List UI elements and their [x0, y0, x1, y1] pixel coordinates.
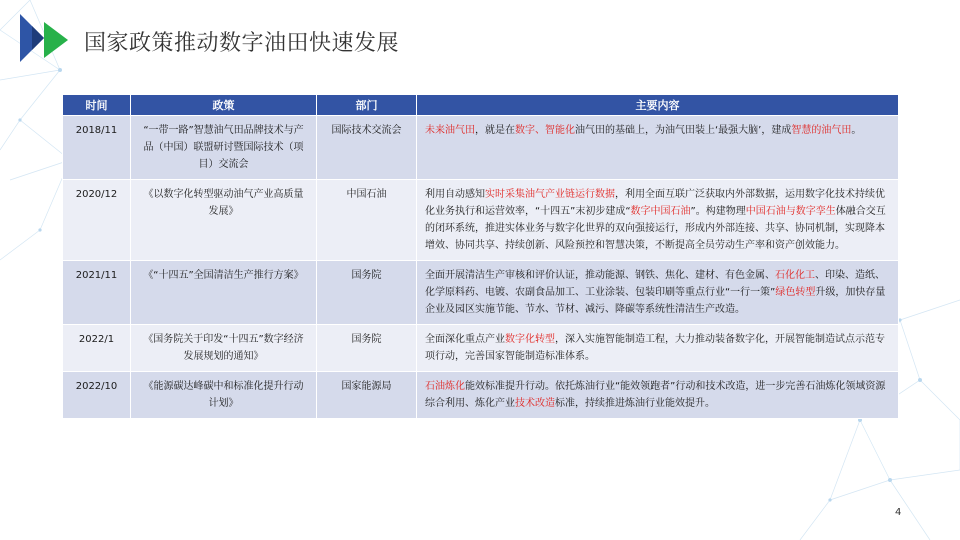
cell-policy: 《“十四五”全国清洁生产推行方案》	[131, 261, 317, 325]
policy-table	[62, 94, 899, 419]
table-row	[63, 180, 899, 261]
logo-icon	[18, 12, 74, 64]
page-number: 4	[895, 507, 902, 518]
cell-policy: 《国务院关于印发“十四五”数字经济发展规划的通知》	[131, 325, 317, 372]
highlighted-text: 数字中国石油	[630, 206, 691, 217]
content-text: ，利用全面互联广泛获取内外部数据，运用数字化技术持续优化业务执行和运营效率，“十四五”末初步建成“	[425, 189, 885, 217]
content-text: 全面深化重点产业	[425, 334, 505, 345]
content-text: 全面开展清洁生产审核和评价认证，推动能源、钢铁、焦化、建材、有色金属、	[425, 270, 775, 281]
highlighted-text: 智慧的油气田	[791, 125, 852, 136]
highlighted-text: 未来油气田	[425, 125, 475, 136]
table-row	[63, 372, 899, 419]
table-row	[63, 261, 899, 325]
cell-time: 2021/11	[63, 261, 131, 325]
cell-time: 2022/10	[63, 372, 131, 419]
table-row	[63, 116, 899, 180]
header-department: 部门	[317, 95, 417, 116]
table-row	[63, 325, 899, 372]
content-text: 标准，持续推进炼油行业能效提升。	[555, 398, 715, 409]
content-text: 、印染、造纸、化学原料药、电镀、农副食品加工、工业涂装、包装印刷等重点行业“一行一策”	[425, 270, 885, 298]
cell-content	[417, 325, 899, 372]
content-text: 。	[851, 125, 862, 136]
content-text: 能效标准提升行动。依托炼油行业“能效领跑者”行动和技术改造，进一步完善石油炼化领域资源综合利用、炼化产业	[425, 381, 886, 409]
highlighted-text: 实时采集油气产业链运行数据	[485, 189, 615, 200]
header-policy: 政策	[131, 95, 317, 116]
cell-content	[417, 180, 899, 261]
highlighted-text: 绿色转型	[775, 287, 816, 298]
highlighted-text: 技术改造	[515, 398, 555, 409]
highlighted-text: 中国石油与数字孪生	[745, 206, 836, 217]
highlighted-text: 石油炼化	[425, 381, 465, 392]
content-text: ，就是在	[475, 125, 515, 136]
header-main-content: 主要内容	[417, 95, 899, 116]
cell-department: 国家能源局	[317, 372, 417, 419]
content-text: ”。构建物理	[690, 206, 746, 217]
cell-policy: 《以数字化转型驱动油气产业高质量发展》	[131, 180, 317, 261]
content-text: 升级，加快存量企业及园区实施节能、节水、节材、减污、降碳等系统性清洁生产改造。	[425, 287, 886, 315]
cell-department: 国际技术交流会	[317, 116, 417, 180]
cell-content	[417, 372, 899, 419]
cell-time: 2018/11	[63, 116, 131, 180]
cell-department: 国务院	[317, 261, 417, 325]
header-time: 时间	[63, 95, 131, 116]
page-title: 国家政策推动数字油田快速发展	[84, 31, 400, 56]
cell-content	[417, 261, 899, 325]
cell-time: 2022/1	[63, 325, 131, 372]
highlighted-text: 数字、智能化	[515, 125, 575, 136]
cell-policy: 《能源碳达峰碳中和标准化提升行动计划》	[131, 372, 317, 419]
cell-department: 国务院	[317, 325, 417, 372]
cell-content	[417, 116, 899, 180]
cell-time: 2020/12	[63, 180, 131, 261]
highlighted-text: 石化化工	[775, 270, 815, 281]
cell-department: 中国石油	[317, 180, 417, 261]
table-header-row	[63, 95, 899, 116]
content-text: ，深入实施智能制造工程，大力推动装备数字化，开展智能制造试点示范专项行动，完善国家智能制造标准体系。	[425, 334, 885, 362]
content-text: 体融合交互的闭环系统，推进实体业务与数字化世界的双向强接运行，形成内外部连接、共享、协同机制，实现降本增效、协同共享、持续创新、风险预控和智慧决策，不断提高全员劳动生产率和资产创效能力。	[425, 206, 886, 251]
content-text: 油气田的基础上，为油气田装上‘最强大脑’，建成	[575, 125, 792, 136]
cell-policy: “一带一路”智慧油气田品牌技术与产品（中国）联盟研讨暨国际技术（项目）交流会	[131, 116, 317, 180]
highlighted-text: 数字化转型	[505, 334, 555, 345]
content-text: 利用自动感知	[425, 189, 485, 200]
